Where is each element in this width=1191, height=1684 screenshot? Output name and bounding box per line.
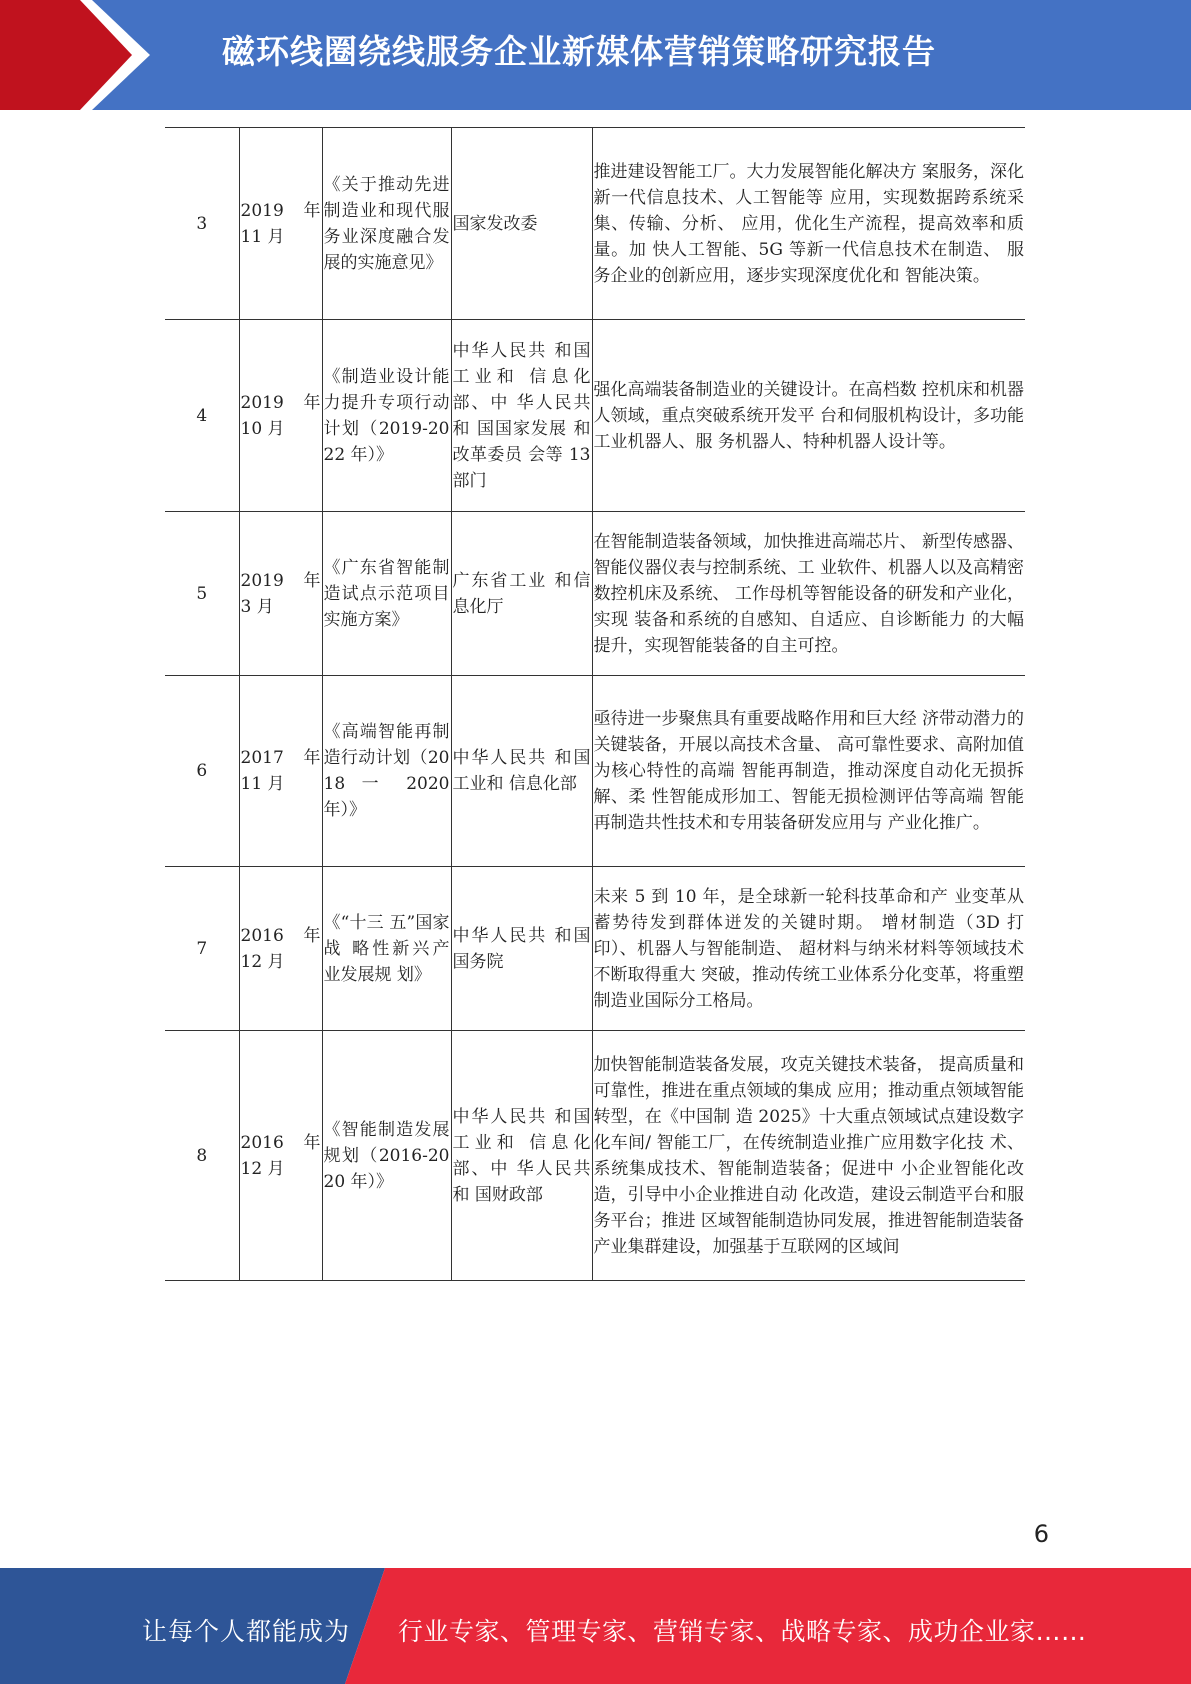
- table-row: [165, 676, 1025, 867]
- page-footer: [0, 1568, 1191, 1684]
- row-number: 6: [165, 676, 239, 867]
- row-department: 中华人民共 和国国务院: [451, 867, 592, 1031]
- row-policy-name: 《智能制造发展规划（2016-2020 年）》: [322, 1031, 451, 1281]
- row-content-text: 在智能制造装备领域，加快推进高端芯片、 新型传感器、智能仪器仪表与控制系统、工 业软件、机器人以及高精密数控机床及系统、 工作母机等智能设备的研发和产业化，实现 装备和系统的自感知、自适应、自诊断能力 的大幅提升，实现智能装备的自主可控。: [593, 531, 1024, 656]
- row-date: 2019 年 3 月: [239, 512, 322, 676]
- row-department: 国家发改委: [451, 128, 592, 320]
- row-content-text: 推进建设智能工厂。大力发展智能化解决方 案服务，深化新一代信息技术、人工智能等 应用，实现数据跨系统采集、传输、分析、 应用，优化生产流程，提高效率和质量。加 快人工智能、5G 等新一代信息技术在制造、 服务企业的创新应用，逐步实现深度优化和 智能决策。: [593, 161, 1024, 286]
- row-date: 2019 年 10 月: [239, 320, 322, 512]
- row-number: 4: [165, 320, 239, 512]
- row-policy-name: 《广东省智能制造试点示范项目实施方案》: [322, 512, 451, 676]
- table-row: [165, 867, 1025, 1031]
- row-policy-name: 《高端智能再制造行动计划（2018 一 2020 年）》: [322, 676, 451, 867]
- row-date: 2016 年 12 月: [239, 1031, 322, 1281]
- row-content-text: 加快智能制造装备发展，攻克关键技术装备， 提高质量和可靠性，推进在重点领域的集成 应用；推动重点领域智能转型，在《中国制 造 2025》十大重点领域试点建设数字化车间/ 智能工厂，在传统制造业推广应用数字化技 术、系统集成技术、智能制造装备；促进中 小企业智能化改造，引导中小企业推进自动 化改造，建设云制造平台和服务平台；推进 区域智能制造协同发展，推进智能制造装备产业集群建设，加强基于互联网的区域间: [593, 1054, 1024, 1257]
- row-number: 3: [165, 128, 239, 320]
- row-policy-name: 《关于推动先进制造业和现代服务业深度融合发展的实施意见》: [322, 128, 451, 320]
- row-date: 2017 年 11 月: [239, 676, 322, 867]
- row-content-text: 未来 5 到 10 年，是全球新一轮科技革命和产 业变革从蓄势待发到群体迸发的关键时期。 增材制造（3D 打印）、机器人与智能制造、 超材料与纳米材料等领域技术不断取得重大 突破，推动传统工业体系分化变革，将重塑 制造业国际分工格局。: [593, 886, 1024, 1011]
- row-content-text: 强化高端装备制造业的关键设计。在高档数 控机床和机器人领域，重点突破系统开发平 台和伺服机构设计，多功能工业机器人、服 务机器人、特种机器人设计等。: [593, 379, 1024, 452]
- row-content: [592, 512, 1025, 676]
- table-row: [165, 1031, 1025, 1281]
- row-content: [592, 676, 1025, 867]
- row-number: 8: [165, 1031, 239, 1281]
- row-date: 2016 年 12 月: [239, 867, 322, 1031]
- row-department: 广东省工业 和信息化厅: [451, 512, 592, 676]
- policy-table: [165, 127, 1025, 1281]
- table-row: [165, 512, 1025, 676]
- page-number: 6: [1033, 1520, 1049, 1548]
- row-number: 5: [165, 512, 239, 676]
- table-row: [165, 320, 1025, 512]
- row-policy-name: 《制造业设计能力提升专项行动计划（2019-2022 年）》: [322, 320, 451, 512]
- footer-slogan-left: 让每个人都能成为: [142, 1617, 351, 1646]
- row-date: 2019 年 11 月: [239, 128, 322, 320]
- row-department: 中华人民共 和国工业和 信息化部: [451, 676, 592, 867]
- row-content: [592, 1031, 1025, 1281]
- table-row: [165, 128, 1025, 320]
- header-arrow-decoration: [0, 0, 150, 110]
- row-content: [592, 320, 1025, 512]
- row-department: 中华人民共 和国工业和 信息化部、中 华人民共和 国国家发展 和改革委员 会等 13 部门: [451, 320, 592, 512]
- row-content: [592, 128, 1025, 320]
- row-policy-name: 《“十三 五”国家战 略性新兴产 业发展规 划》: [322, 867, 451, 1031]
- row-content: [592, 867, 1025, 1031]
- row-content-text: 亟待进一步聚焦具有重要战略作用和巨大经 济带动潜力的关键装备，开展以高技术含量、 高可靠性要求、高附加值为核心特性的高端 智能再制造，推动深度自动化无损拆解、柔 性智能成形加工、智能无损检测评估等高端 智能再制造共性技术和专用装备研发应用与 产业化推广。: [593, 709, 1024, 833]
- document-title: 磁环线圈绕线服务企业新媒体营销策略研究报告: [222, 32, 936, 71]
- page-header: [0, 0, 1191, 110]
- row-department: 中华人民共 和国工业和 信息化部、中 华人民共和 国财政部: [451, 1031, 592, 1281]
- row-number: 7: [165, 867, 239, 1031]
- footer-slogan-right: 行业专家、管理专家、营销专家、战略专家、成功企业家……: [398, 1617, 1087, 1646]
